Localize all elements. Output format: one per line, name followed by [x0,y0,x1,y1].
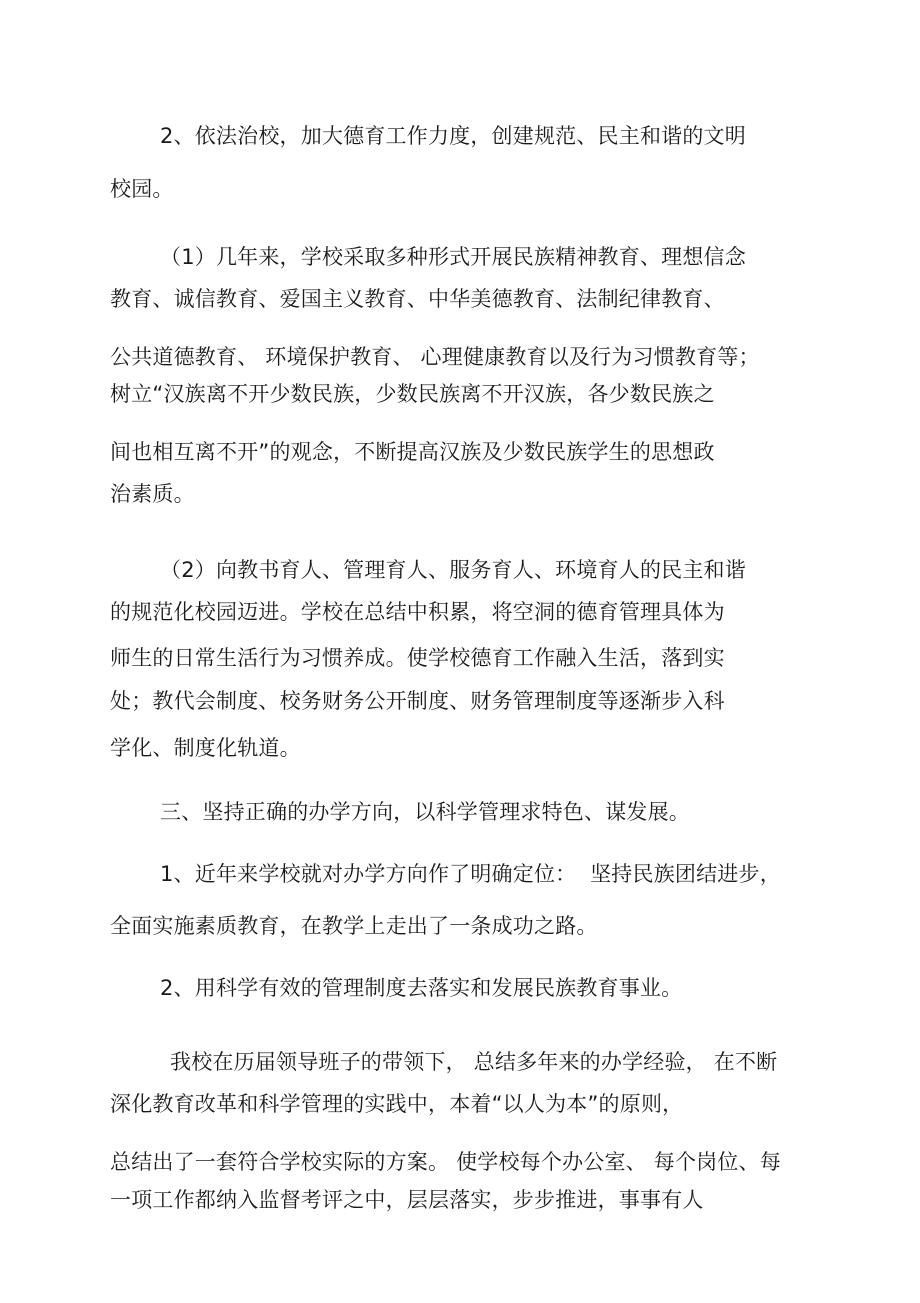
text-line: 我校在历届领导班子的带领下， 总结多年来的办学经验， 在不断 [170,1050,778,1074]
text-line: 治素质。 [110,482,195,506]
section-heading: 三、坚持正确的办学方向，以科学管理求特色、谋发展。 [160,800,690,824]
text-line: 1、近年来学校就对办学方向作了明确定位： 坚持民族团结进步， [160,862,781,886]
text-line: 总结出了一套符合学校实际的方案。 使学校每个办公室、 每个岗位、每 [110,1150,781,1174]
text-line: 的规范化校园迈进。学校在总结中积累，将空洞的德育管理具体为 [110,600,725,624]
text-line: 师生的日常生活行为习惯养成。使学校德育工作融入生活，落到实 [110,646,725,670]
text-line: 处；教代会制度、校务财务公开制度、财务管理制度等逐渐步入科 [110,689,725,713]
text-line: 全面实施素质教育，在教学上走出了一条成功之路。 [110,914,598,938]
text-line: 间也相互离不开”的观念，不断提高汉族及少数民族学生的思想政 [110,440,715,464]
text-line: 校园。 [110,177,174,201]
text-line: 公共道德教育、 环境保护教育、 心理健康教育以及行为习惯教育等； [110,345,760,369]
text-line: 教育、诚信教育、爱国主义教育、中华美德教育、法制纪律教育、 [110,287,725,311]
text-line: 2、用科学有效的管理制度去落实和发展民族教育事业。 [160,976,683,1000]
text-line: 学化、制度化轨道。 [110,736,301,760]
text-line: 2、依法治校，加大德育工作力度，创建规范、民主和谐的文明 [160,124,746,148]
text-line: 一项工作都纳入监督考评之中，层层落实，步步推进，事事有人 [110,1188,704,1212]
text-line: 树立“汉族离不开少数民族，少数民族离不开汉族，各少数民族之 [110,382,715,406]
text-line: （2）向教书育人、管理育人、服务育人、环境育人的民主和谐 [160,558,746,582]
text-line: （1）几年来，学校采取多种形式开展民族精神教育、理想信念 [160,245,746,269]
text-line: 深化教育改革和科学管理的实践中，本着“以人为本”的原则， [110,1092,684,1116]
